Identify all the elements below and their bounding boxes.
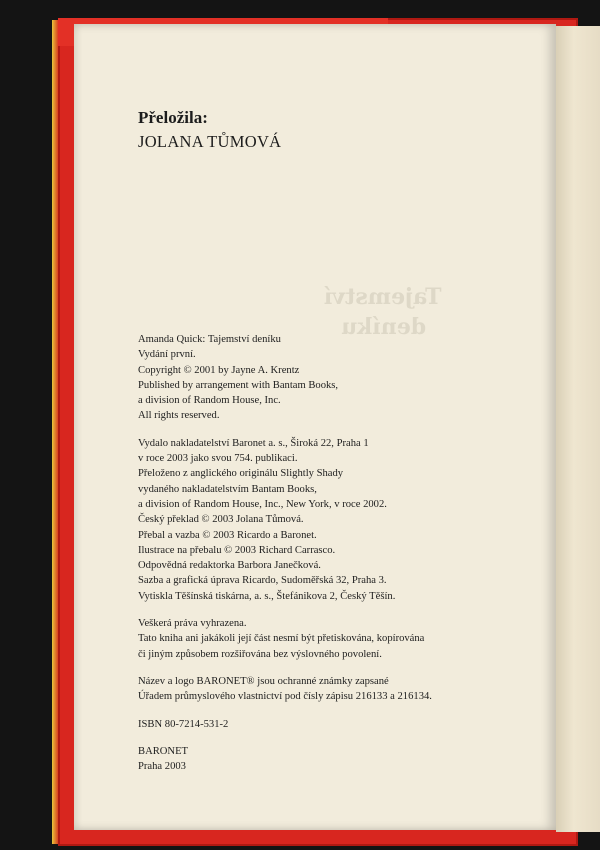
page-stack-edge: [556, 26, 600, 832]
translator-label: Přeložila:: [138, 108, 208, 127]
imprint-line: Vydání první.: [138, 349, 196, 361]
imprint-line: Český překlad © 2003 Jolana Tůmová.: [138, 514, 304, 526]
rights-block: [138, 616, 498, 662]
imprint-line: vydaného nakladatelstvím Bantam Books,: [138, 483, 317, 495]
book-info-block: [138, 332, 498, 424]
imprint-line: Vydalo nakladatelství Baronet a. s., Široká 22, Praha 1: [138, 437, 369, 449]
imprint-line: BARONET: [138, 745, 189, 757]
imprint-line: Úřadem průmyslového vlastnictví pod čísly zápisu 216133 a 216134.: [138, 691, 432, 703]
imprint-line: Veškerá práva vyhrazena.: [138, 618, 247, 630]
imprint-line: Přeloženo z anglického originálu Slightly Shady: [138, 468, 344, 480]
imprint-line: ISBN 80-7214-531-2: [138, 718, 229, 730]
imprint-line: a division of Random House, Inc.: [138, 395, 281, 407]
imprint-line: v roce 2003 jako svou 754. publikaci.: [138, 453, 298, 465]
show-through-title: Tajemství deníku: [324, 284, 442, 340]
imprint-line: All rights reserved.: [138, 410, 220, 422]
translator-name: JOLANA TŮMOVÁ: [138, 132, 282, 151]
imprint-line: či jiným způsobem rozšiřována bez výslovného povolení.: [138, 648, 382, 660]
imprint-line: Odpovědná redaktorka Barbora Janečková.: [138, 560, 321, 572]
isbn-block: [138, 717, 498, 732]
imprint-text: [138, 332, 498, 786]
imprint-line: Published by arrangement with Bantam Books,: [138, 379, 339, 391]
publisher-info-block: [138, 436, 498, 604]
imprint-line: Přebal a vazba © 2003 Ricardo a Baronet.: [138, 529, 317, 541]
imprint-line: Název a logo BARONET® jsou ochranné známky zapsané: [138, 675, 389, 687]
imprint-line: a division of Random House, Inc., New York, v roce 2002.: [138, 498, 387, 510]
imprint-line: Praha 2003: [138, 761, 186, 773]
trademark-block: [138, 674, 498, 705]
imprint-line: Amanda Quick: Tajemství deníku: [138, 334, 281, 345]
imprint-line: Tato kniha ani jakákoli její část nesmí být přetiskována, kopírována: [138, 633, 425, 645]
publisher-city-block: [138, 744, 498, 775]
imprint-line: Ilustrace na přebalu © 2003 Richard Carrasco.: [138, 544, 336, 556]
imprint-line: Vytiskla Těšínská tiskárna, a. s., Štefánikova 2, Český Těšín.: [138, 590, 396, 602]
imprint-line: Copyright © 2001 by Jayne A. Krentz: [138, 364, 300, 376]
imprint-line: Sazba a grafická úprava Ricardo, Sudoměřská 32, Praha 3.: [138, 575, 387, 587]
translator-credit: [138, 107, 281, 153]
